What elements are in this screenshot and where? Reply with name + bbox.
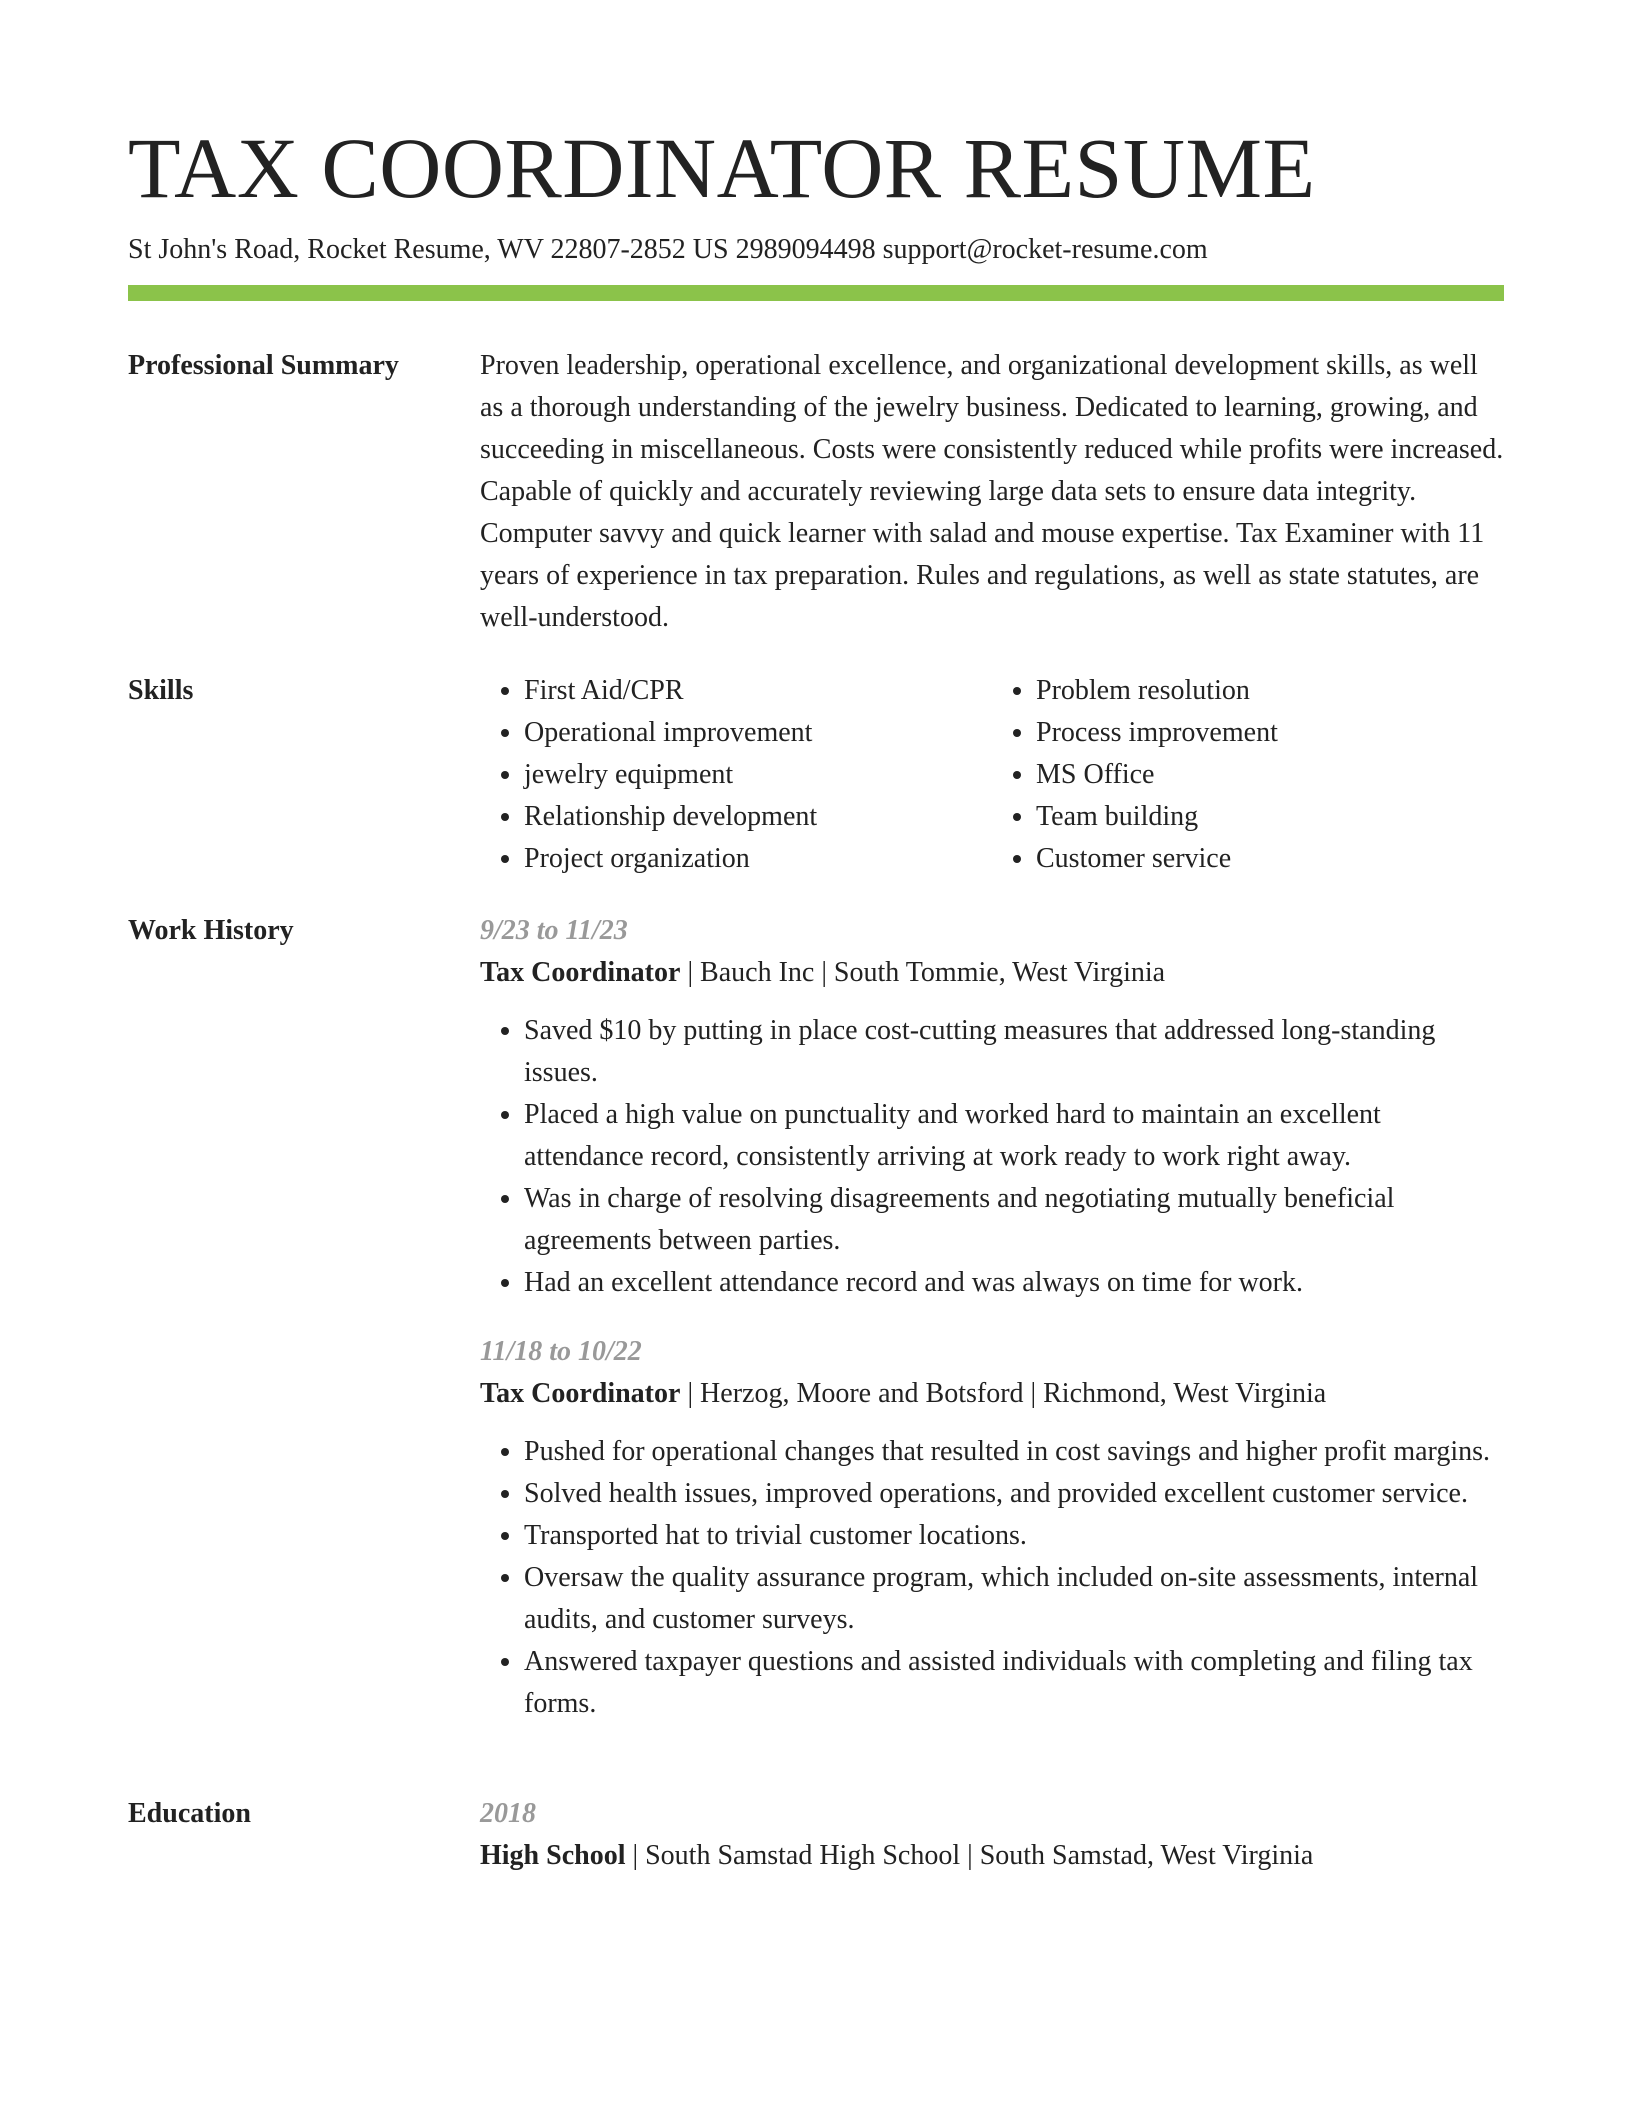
job-bullet: • Answered taxpayer questions and assisted individuals with completing and filing tax forms. [524, 1641, 1504, 1725]
skills-list-right [992, 670, 1504, 880]
job-details: | Herzog, Moore and Botsford | Richmond, West Virginia [680, 1378, 1327, 1409]
summary-label: Professional Summary [128, 350, 399, 381]
job-bullet: • Was in charge of resolving disagreements and negotiating mutually beneficial agreements between parties. [524, 1178, 1504, 1262]
job-title: Tax Coordinator [480, 1378, 681, 1409]
contact-line: St John's Road, Rocket Resume, WV 22807-2852 US 2989094498 support@rocket-resume.com [128, 234, 1208, 265]
job-bullet: • Transported hat to trivial customer locations. [524, 1515, 1504, 1557]
job-bullet: • Saved $10 by putting in place cost-cutting measures that addressed long-standing issues. [524, 1010, 1504, 1094]
skill-item: • Relationship development [524, 796, 992, 838]
accent-divider [128, 285, 1504, 301]
summary-body [480, 345, 1504, 639]
skill-item: • jewelry equipment [524, 754, 992, 796]
skill-item: • Customer service [1036, 838, 1504, 880]
skill-item: • Process improvement [1036, 712, 1504, 754]
job-entry [480, 1331, 1504, 1725]
skill-item: • Operational improvement [524, 712, 992, 754]
skills-body [480, 670, 1504, 880]
job-bullet: • Oversaw the quality assurance program, which included on-site assessments, internal audits, and customer surveys. [524, 1557, 1504, 1641]
skill-item: • Problem resolution [1036, 670, 1504, 712]
summary-text: Proven leadership, operational excellence, and organizational development skills, as well as a thorough understanding of the jewelry business. Dedicated to learning, growing, and succeeding in miscellaneous. Costs were consistently reduced while profits were increased. Capable of quickly and accurately reviewing large data sets to ensure data integrity. Computer savvy and quick learner with salad and mouse expertise. Tax Examiner with 11 years of experience in tax preparation. Rules and regulations, as well as state statutes, are well-understood. [480, 350, 1504, 633]
education-details: | South Samstad High School | South Samstad, West Virginia [625, 1840, 1314, 1871]
job-heading [480, 952, 1504, 994]
job-bullet: • Solved health issues, improved operations, and provided excellent customer service. [524, 1473, 1504, 1515]
job-bullet: • Had an excellent attendance record and was always on time for work. [524, 1262, 1504, 1304]
work-body [480, 910, 1504, 1304]
skills-list-left [480, 670, 992, 880]
job-title: Tax Coordinator [480, 957, 681, 988]
skill-item: • Project organization [524, 838, 992, 880]
page-title: TAX COORDINATOR RESUME [128, 120, 1316, 216]
job-entry [480, 910, 1504, 1304]
education-degree: High School [480, 1840, 626, 1871]
education-date: 2018 [480, 1798, 536, 1829]
skill-item: • MS Office [1036, 754, 1504, 796]
education-body [480, 1793, 1504, 1877]
work-label: Work History [128, 915, 294, 946]
job-bullets [480, 1431, 1504, 1725]
job-date: 11/18 to 10/22 [480, 1336, 642, 1367]
skill-item: • First Aid/CPR [524, 670, 992, 712]
skill-item: • Team building [1036, 796, 1504, 838]
education-heading [480, 1835, 1504, 1877]
job-bullet: • Pushed for operational changes that resulted in cost savings and higher profit margins. [524, 1431, 1504, 1473]
job-bullet: • Placed a high value on punctuality and worked hard to maintain an excellent attendance record, consistently arriving at work ready to work right away. [524, 1094, 1504, 1178]
skills-label: Skills [128, 675, 194, 706]
education-label: Education [128, 1798, 251, 1829]
work-body [480, 1331, 1504, 1725]
job-bullets [480, 1010, 1504, 1304]
skills-columns [480, 670, 1504, 880]
job-heading [480, 1373, 1504, 1415]
job-details: | Bauch Inc | South Tommie, West Virginia [680, 957, 1166, 988]
job-date: 9/23 to 11/23 [480, 915, 628, 946]
